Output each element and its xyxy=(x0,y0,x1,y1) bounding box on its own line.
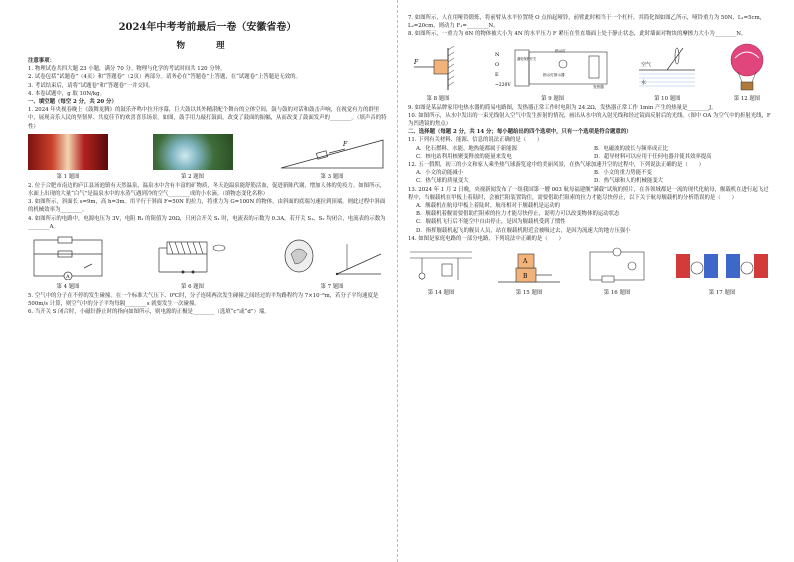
figure-9-caption: 第 9 题图 xyxy=(541,95,565,102)
question-13: 13. 2024 年 1 月 2 日晚，央视新闻发布了一组我国第一艘 003 航母福建舰“满载”试航的照片，在各领域都是一流的现代化航母，舰载机在进行起飞过程中，当舰载机在甲板上着陆时，会被拦阻装置钩住，需要借助拦阻索的拉力才能尽快停止，以下关于航母舰载机的分析错误的是（ ） xyxy=(408,186,769,201)
question-8: 8. 如图所示，一重力为 6N 的物体被大小为 4N 的水平压力 F 紧压在竖直墙面上处于静止状态，此时墙面对物块的摩擦力大小为________N。 xyxy=(408,31,747,38)
figure-16-caption: 第 16 题图 xyxy=(603,290,631,297)
question-1: 1. 2024 年央视春晚上《鼓舞龙腾》的鼓乐齐鸣中拉开序幕，巨大鼓以其外精湛配个舞台的立体空间，鼓与鼓的对话和鼓击声响，在视觉有力的群里中，展现音乐人民的坚韧界、共度佳节的欢喜喜乐场景。如图，鼓手用力敲打鼓面，改变了鼓面的振幅，从而改变了鼓面发声的________。（填声音的特性） xyxy=(28,107,387,130)
q13-option-c: C．舰载机飞行后不能空中自由停止，是因为舰载机受到了惯性 xyxy=(416,219,566,226)
notice-4: 4. 本卷试题中，g 取 10N/kg。 xyxy=(28,90,105,97)
q13-option-d: D．指挥舰载机起飞的舰员人员，站在舰载机附近会被吸过去，是因为流速大的地方压强小 xyxy=(416,227,631,234)
neutral-terminal-label: O xyxy=(494,61,499,68)
figure-1 xyxy=(28,134,108,180)
figure-4 xyxy=(28,234,108,290)
figure-17 xyxy=(672,246,772,296)
question-2: 2. 位于合肥市南边的庐江县汤池镇有天然温泉，温泉水中含有丰富的矿物质，冬天泡温泉能舒筋活血，促进新陈代谢，增加人体的免疫力。如图所示，水面上出现的大量“白气”是温泉水中的水蒸气遇到冷的空气________成的小水滴。（填物态变化名称） xyxy=(28,182,386,198)
figure-7-caption: 第 7 题图 xyxy=(320,284,344,291)
water-label: 水 xyxy=(641,79,647,86)
meter-circuit-diagram xyxy=(584,246,650,286)
indicator-light-label: 指示灯 xyxy=(554,48,566,53)
question-9: 9. 如图是某品牌家用电热水器的简易电路图，发热器正常工作时电阻为 24.2Ω，发热器正常工作 1min 产生的热量是________J。 xyxy=(408,104,717,111)
block-b-label: B xyxy=(523,273,528,281)
q13-option-b: B．舰载机着舰需要借助拦阻索的拉力才能尽快停止，说明力可以改变物体的运动状态 xyxy=(416,211,620,218)
q12-option-b: B．小文的重力势能不变 xyxy=(594,170,652,177)
stacked-blocks-diagram xyxy=(496,246,562,286)
notice-title: 注意事项： xyxy=(28,58,55,64)
q12-option-d: D．热气球和人的机械能变大 xyxy=(594,178,664,185)
figures-1-3 xyxy=(28,134,387,180)
solenoid-diagram xyxy=(153,234,233,280)
section-1-heading: 一、填空题（每空 2 分，共 20 分） xyxy=(28,99,117,106)
figure-15 xyxy=(496,246,562,296)
figure-2-caption: 第 2 题图 xyxy=(180,173,205,180)
figure-14 xyxy=(408,246,474,296)
question-12-options xyxy=(408,169,772,185)
figures-14-17 xyxy=(408,246,772,296)
question-11-options xyxy=(408,145,772,161)
drum-performance-photo xyxy=(28,134,108,170)
question-3: 3. 如图所示，斜面长 s=9m，高 h=3m。用平行于斜面 F=50N 的拉力，将重力为 G=100N 的物体，由斜面的底端匀速拉到顶端，则此过程中斜面的机械效率为________。 xyxy=(28,199,386,214)
figure-8 xyxy=(408,44,468,102)
exam-title: 2024年中考考前最后一卷（安徽省卷） xyxy=(118,22,297,33)
figure-10 xyxy=(637,44,697,102)
question-4: 4. 如图所示的电路中，电源电压为 3V，电阻 R₁ 的阻值为 20Ω，只闭合开关 S₁ 时，电流表的示数为 0.3A，若开关 S₁、S₂ 均闭合，电流表的示数为________A。 xyxy=(28,215,386,230)
block-a-label: A xyxy=(523,258,528,266)
voltage-label: ~220V xyxy=(494,82,511,88)
incline-diagram xyxy=(277,134,387,170)
figure-4-caption: 第 4 题图 xyxy=(56,284,80,291)
figure-12 xyxy=(722,42,772,102)
earth-terminal-label: E xyxy=(494,71,499,78)
figures-8-12 xyxy=(408,42,772,102)
refraction-diagram xyxy=(637,44,697,92)
q12-option-c: C．热气球的质量变大 xyxy=(416,178,469,185)
air-label: 空气 xyxy=(641,61,652,68)
question-12: 12. 五一假期，初三的小文和家人乘坐热气球游览途中的美丽风景，在热气球加速升空的过程中，下列说法正确的是（ ） xyxy=(408,162,704,169)
heater-label: 发热器 xyxy=(592,84,604,89)
q12-option-a: A．小文的动能减小 xyxy=(416,170,464,177)
q11-option-a: A．化石燃料、水能、地热能都属于新能源 xyxy=(416,145,517,152)
live-terminal-label: N xyxy=(494,51,500,58)
wall-block-diagram xyxy=(408,44,468,92)
q11-option-c: C．核电站利用核聚变释放的能量来发电 xyxy=(416,153,512,160)
home-circuit-diagram xyxy=(408,246,474,286)
q11-option-d: D．超导材料可以应用于任何电器并使其效率提高 xyxy=(594,153,712,160)
hot-air-balloon-illustration xyxy=(722,42,772,92)
magnet-coil-illustration xyxy=(672,246,772,286)
q11-option-b: B．电磁波的波长与频率成正比 xyxy=(594,145,669,152)
indicator-label: 指示灯指示器 xyxy=(542,72,565,77)
figures-4-7 xyxy=(28,234,387,290)
figure-8-caption: 第 8 题图 xyxy=(426,95,450,102)
hot-spring-photo xyxy=(153,134,233,170)
question-5: 5. 空气中的分子在不停的发生碰撞。在一个标准大气压下、0℃时，分子连续两次发生碰撞之间经过的平均路程约为 7×10⁻⁸m，若分子平均速度是 500m/s 计算，则空气中的分子平均每隔________s 就要发生一次碰撞。 xyxy=(28,293,379,308)
exam-subject: 物 理 xyxy=(176,41,239,51)
notice-1: 1. 物理试卷共四大题 23 小题，满分 70 分。物理与化学的考试时间共 120 分钟。 xyxy=(28,66,226,73)
right-column xyxy=(397,0,794,562)
question-10: 10. 如图所示，从水中发出的一束光线射入空气中发生折射的情况，画出从水中的入射光线和经过镜面反射后的光线。（图中 OA 为空气中的折射光线，F 为凹透镜的焦点） xyxy=(408,112,771,128)
figure-15-caption: 第 15 题图 xyxy=(515,290,543,297)
section-2-heading: 二、选择题（每题 2 分，共 14 分；每小题给出的四个选项中，只有一个选项是符合题意的） xyxy=(408,129,632,136)
question-11: 11. 下列有关材料、能源、信息的说法正确的是（ ） xyxy=(408,137,543,144)
question-7: 7. 如图所示，人在用哑铃锻炼，将前臂从水平位置绕 O 点抬起哑铃，前臂此时相当于一个杠杆，其简化图如图乙所示，哑铃重力为 50N，L₁=5cm，L₂=20cm，则动力 F₁=________N。 xyxy=(408,15,766,30)
ammeter-label: A xyxy=(66,274,70,281)
circuit-diagram-4 xyxy=(28,234,108,280)
dumbbell-lever-diagram xyxy=(277,234,387,280)
figure-3-caption: 第 3 题图 xyxy=(320,173,344,180)
question-6: 6. 当开关 S 闭合时，小磁针静止时的指向如图所示，则电源的正极是________（选填“c”或“d”）端。 xyxy=(28,309,270,316)
figure-1-caption: 第 1 题图 xyxy=(56,173,80,180)
figure-10-caption: 第 10 题图 xyxy=(654,95,681,102)
figure-6-caption: 第 6 题图 xyxy=(180,284,205,291)
figure-14-caption: 第 14 题图 xyxy=(427,290,455,297)
figure-7 xyxy=(277,234,387,290)
figure-3 xyxy=(277,134,387,180)
figure-2 xyxy=(153,134,233,180)
figure-6 xyxy=(153,234,233,290)
figure-16 xyxy=(584,246,650,296)
figure-9 xyxy=(493,44,613,102)
question-14: 14. 如图是家庭电路的一部分电路，下列说法中正确的是（ ） xyxy=(408,235,564,242)
q13-option-a: A．舰载机在航母甲板上着陆时，航母相对于舰载机是运动的 xyxy=(416,203,561,210)
figure-17-caption: 第 17 题图 xyxy=(708,290,736,297)
press-force-label: F xyxy=(414,58,419,66)
water-heater-circuit xyxy=(493,44,613,92)
leak-switch-label: 漏电保护开关 xyxy=(516,56,536,61)
force-label: F xyxy=(343,140,348,148)
notice-2: 2. 试卷包括“试题卷”（4页）和“答题卷”（2页）两部分。请务必在“答题卷”上答题，在“试题卷”上答题是无效的。 xyxy=(28,74,301,81)
figure-12-caption: 第 12 题图 xyxy=(733,95,761,102)
notice-3: 3. 考试结束后，请将“试题卷”和“答题卷”一并交回。 xyxy=(28,82,154,89)
